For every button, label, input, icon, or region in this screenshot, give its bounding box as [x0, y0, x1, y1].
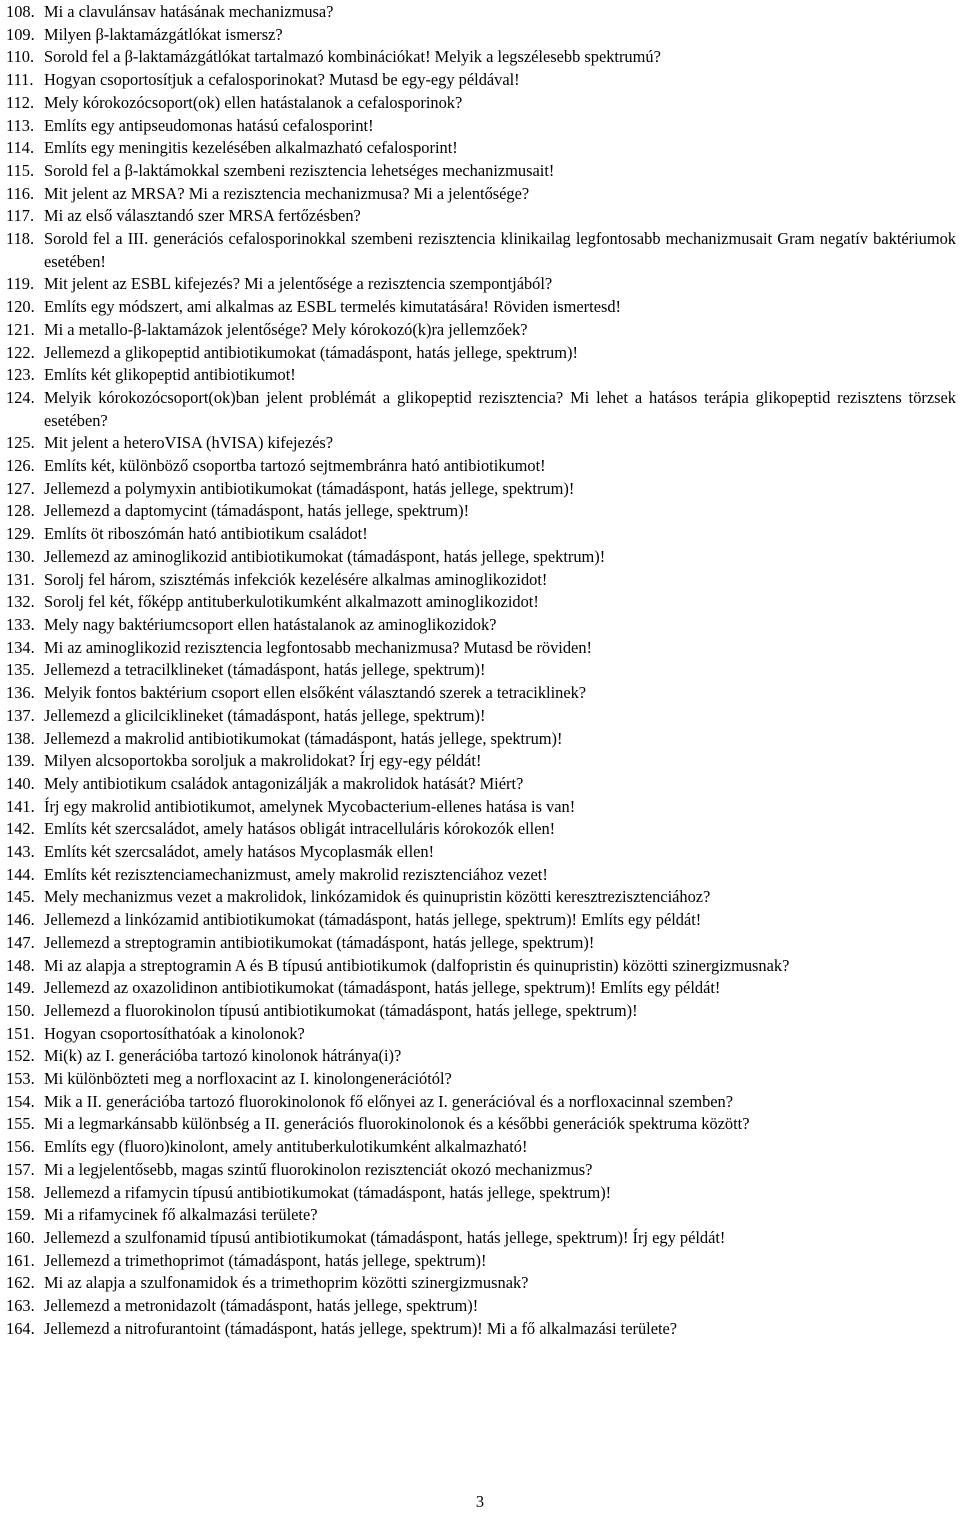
question-text: Mik a II. generációba tartozó fluorokinolonok fő előnyei az I. generációval és a norfloxacinnal szemben? [44, 1091, 734, 1111]
question-number: 163. [6, 1296, 35, 1316]
question-number: 135. [6, 660, 35, 680]
question-text: Mi a legjelentősebb, magas szintű fluorokinolon rezisztenciát okozó mechanizmus? [44, 1159, 593, 1179]
question-item [6, 1, 956, 24]
question-number: 142. [6, 819, 35, 839]
question-number: 108. [6, 2, 35, 21]
question-number: 115. [6, 160, 35, 180]
question-text: Sorold fel a III. generációs cefalosporinokkal szembeni rezisztencia klinikailag legfontosabb mechanizmusait Gram negatív baktériumok esetében! [44, 229, 956, 271]
question-number: 150. [6, 1000, 35, 1020]
question-number: 154. [6, 1091, 35, 1111]
question-text: Mi a metallo-β-laktamázok jelentősége? Mely kórokozó(k)ra jellemzőek? [44, 319, 528, 339]
question-number: 113. [6, 115, 35, 135]
question-number: 152. [6, 1046, 35, 1066]
question-text: Sorold fel a β-laktamázgátlókat tartalmazó kombinációkat! Melyik a legszélesebb spektrumú? [44, 47, 661, 67]
question-item [6, 160, 956, 183]
question-item [6, 1295, 956, 1318]
question-number: 117. [6, 206, 35, 226]
question-number: 145. [6, 887, 35, 907]
question-text: Jellemezd a glicilciklineket (támadáspont, hatás jellege, spektrum)! [44, 705, 486, 725]
question-item [6, 682, 956, 705]
question-item [6, 1318, 956, 1341]
question-item [6, 796, 956, 819]
question-item [6, 773, 956, 796]
question-item [6, 886, 956, 909]
question-item [6, 546, 956, 569]
question-text: Sorolj fel három, szisztémás infekciók kezelésére alkalmas aminoglikozidot! [44, 569, 548, 589]
question-text: Jellemezd a daptomycint (támadáspont, hatás jellege, spektrum)! [44, 501, 470, 521]
question-number: 140. [6, 773, 35, 793]
question-text: Mely nagy baktériumcsoport ellen hatástalanok az aminoglikozidok? [44, 614, 497, 634]
question-number: 161. [6, 1250, 35, 1270]
question-text: Jellemezd a polymyxin antibiotikumokat (támadáspont, hatás jellege, spektrum)! [44, 478, 575, 498]
question-text: Említs két szercsaládot, amely hatásos Mycoplasmák ellen! [44, 842, 435, 862]
question-number: 156. [6, 1137, 35, 1157]
question-text: Említs egy meningitis kezelésében alkalmazható cefalosporint! [44, 138, 458, 158]
question-item [6, 183, 956, 206]
question-item [6, 1023, 956, 1046]
question-text: Mit jelent az ESBL kifejezés? Mi a jelentősége a rezisztencia szempontjából? [44, 274, 553, 294]
question-number: 158. [6, 1182, 35, 1202]
question-number: 131. [6, 569, 35, 589]
question-item [6, 137, 956, 160]
question-item [6, 932, 956, 955]
question-text: Mely antibiotikum családok antagonizálják a makrolidok hatását? Miért? [44, 773, 524, 793]
question-number: 118. [6, 229, 35, 249]
question-number: 134. [6, 637, 35, 657]
question-number: 164. [6, 1318, 35, 1338]
question-text: Sorold fel a β-laktámokkal szembeni rezisztencia lehetséges mechanizmusait! [44, 160, 555, 180]
question-text: Említs öt riboszómán ható antibiotikum családot! [44, 524, 368, 544]
question-item [6, 115, 956, 138]
question-text: Hogyan csoportosíthatóak a kinolonok? [44, 1023, 305, 1043]
question-item [6, 614, 956, 637]
page-number: 3 [475, 1492, 485, 1511]
question-text: Mi az alapja a streptogramin A és B típusú antibiotikumok (dalfopristin és quinupristin) közötti szinergizmusnak? [44, 955, 790, 975]
question-number: 144. [6, 864, 35, 884]
question-number: 143. [6, 842, 35, 862]
question-text: Jellemezd a glikopeptid antibiotikumokat (támadáspont, hatás jellege, spektrum)! [44, 342, 578, 362]
question-text: Mit jelent az MRSA? Mi a rezisztencia mechanizmusa? Mi a jelentősége? [44, 183, 530, 203]
question-text: Mi a legmarkánsabb különbség a II. generációs fluorokinolonok és a későbbi generációk spektruma között? [44, 1114, 750, 1134]
question-number: 136. [6, 683, 35, 703]
question-item [6, 500, 956, 523]
question-list [6, 1, 956, 1340]
question-item [6, 569, 956, 592]
question-number: 151. [6, 1023, 35, 1043]
question-text: Mi a clavulánsav hatásának mechanizmusa? [44, 2, 334, 21]
question-text: Jellemezd a linkózamid antibiotikumokat (támadáspont, hatás jellege, spektrum)! Említs egy példát! [44, 910, 702, 930]
question-text: Sorolj fel két, főképp antituberkulotikumként alkalmazott aminoglikozidot! [44, 592, 539, 612]
question-number: 119. [6, 274, 35, 294]
question-text: Mi az aminoglikozid rezisztencia legfontosabb mechanizmusa? Mutasd be röviden! [44, 637, 592, 657]
question-number: 129. [6, 524, 35, 544]
question-number: 123. [6, 365, 35, 385]
question-item [6, 319, 956, 342]
question-number: 116. [6, 183, 35, 203]
question-text: Mit jelent a heteroVISA (hVISA) kifejezés? [44, 433, 334, 453]
question-number: 139. [6, 751, 35, 771]
question-item [6, 659, 956, 682]
question-text: Mi különbözteti meg a norfloxacint az I. kinolongenerációtól? [44, 1069, 452, 1089]
question-number: 126. [6, 456, 35, 476]
question-number: 149. [6, 978, 35, 998]
question-number: 121. [6, 319, 35, 339]
question-item [6, 92, 956, 115]
question-item [6, 591, 956, 614]
question-number: 157. [6, 1159, 35, 1179]
question-item [6, 273, 956, 296]
question-item [6, 24, 956, 47]
question-text: Jellemezd a metronidazolt (támadáspont, hatás jellege, spektrum)! [44, 1296, 479, 1316]
question-item [6, 1091, 956, 1114]
question-item [6, 387, 956, 432]
question-item [6, 705, 956, 728]
question-number: 133. [6, 614, 35, 634]
question-item [6, 364, 956, 387]
question-text: Jellemezd a nitrofurantoint (támadáspont, hatás jellege, spektrum)! Mi a fő alkalmazási területe? [44, 1318, 678, 1338]
question-text: Jellemezd a fluorokinolon típusú antibiotikumokat (támadáspont, hatás jellege, spektrum)! [44, 1000, 638, 1020]
question-item [6, 1045, 956, 1068]
question-text: Említs egy módszert, ami alkalmas az ESBL termelés kimutatására! Röviden ismertesd! [44, 297, 622, 317]
question-number: 125. [6, 433, 35, 453]
question-item [6, 750, 956, 773]
question-text: Mi a rifamycinek fő alkalmazási területe? [44, 1205, 318, 1225]
question-text: Mi az alapja a szulfonamidok és a trimethoprim közötti szinergizmusnak? [44, 1273, 529, 1293]
question-text: Jellemezd a tetracilklineket (támadáspont, hatás jellege, spektrum)! [44, 660, 486, 680]
question-number: 162. [6, 1273, 35, 1293]
question-item [6, 296, 956, 319]
question-text: Mely mechanizmus vezet a makrolidok, linkózamidok és quinupristin közötti keresztrezisztenciához? [44, 887, 711, 907]
question-item [6, 342, 956, 365]
question-item [6, 1113, 956, 1136]
question-item [6, 977, 956, 1000]
question-number: 160. [6, 1227, 35, 1247]
question-text: Mi az első választandó szer MRSA fertőzésben? [44, 206, 361, 226]
question-item [6, 818, 956, 841]
question-item [6, 637, 956, 660]
question-item [6, 1227, 956, 1250]
question-item [6, 69, 956, 92]
question-text: Jellemezd a szulfonamid típusú antibiotikumokat (támadáspont, hatás jellege, spektrum)! Írj egy példát! [44, 1227, 726, 1247]
question-item [6, 1068, 956, 1091]
question-text: Említs két glikopeptid antibiotikumot! [44, 365, 296, 385]
question-number: 138. [6, 728, 35, 748]
question-number: 109. [6, 24, 35, 44]
question-item [6, 455, 956, 478]
question-number: 141. [6, 796, 35, 816]
question-text: Említs két, különböző csoportba tartozó sejtmembránra ható antibiotikumot! [44, 456, 546, 476]
question-item [6, 1250, 956, 1273]
question-item [6, 1182, 956, 1205]
question-text: Említs egy antipseudomonas hatású cefalosporint! [44, 115, 374, 135]
question-text: Említs két rezisztenciamechanizmust, amely makrolid rezisztenciához vezet! [44, 864, 548, 884]
question-item [6, 728, 956, 751]
question-text: Említs egy (fluoro)kinolont, amely antituberkulotikumként alkalmazható! [44, 1137, 528, 1157]
question-item [6, 205, 956, 228]
question-number: 127. [6, 478, 35, 498]
question-number: 147. [6, 932, 35, 952]
question-text: Jellemezd a trimethoprimot (támadáspont, hatás jellege, spektrum)! [44, 1250, 487, 1270]
question-item [6, 523, 956, 546]
question-item [6, 955, 956, 978]
question-text: Milyen alcsoportokba soroljuk a makrolidokat? Írj egy-egy példát! [44, 751, 482, 771]
question-number: 120. [6, 297, 35, 317]
question-number: 148. [6, 955, 35, 975]
question-number: 132. [6, 592, 35, 612]
question-text: Hogyan csoportosítjuk a cefalosporinokat? Mutasd be egy-egy példával! [44, 70, 520, 90]
question-number: 112. [6, 92, 35, 112]
question-item [6, 1000, 956, 1023]
question-number: 111. [6, 70, 34, 90]
question-text: Mi(k) az I. generációba tartozó kinolonok hátránya(i)? [44, 1046, 402, 1066]
question-text: Milyen β-laktamázgátlókat ismersz? [44, 24, 283, 44]
question-item [6, 478, 956, 501]
question-text: Írj egy makrolid antibiotikumot, amelynek Mycobacterium-ellenes hatása is van! [44, 796, 576, 816]
question-item [6, 432, 956, 455]
question-number: 110. [6, 47, 35, 67]
question-item [6, 1272, 956, 1295]
question-item [6, 228, 956, 273]
question-text: Jellemezd az oxazolidinon antibiotikumokat (támadáspont, hatás jellege, spektrum)! Említs egy példát! [44, 978, 721, 998]
question-item [6, 909, 956, 932]
question-text: Melyik fontos baktérium csoport ellen elsőként választandó szerek a tetraciklinek? [44, 683, 587, 703]
question-text: Jellemezd az aminoglikozid antibiotikumokat (támadáspont, hatás jellege, spektrum)! [44, 546, 606, 566]
question-item [6, 46, 956, 69]
question-number: 128. [6, 501, 35, 521]
question-number: 124. [6, 387, 35, 407]
question-item [6, 1204, 956, 1227]
question-number: 155. [6, 1114, 35, 1134]
question-item [6, 1136, 956, 1159]
question-item [6, 841, 956, 864]
question-number: 122. [6, 342, 35, 362]
question-number: 130. [6, 546, 35, 566]
question-text: Mely kórokozócsoport(ok) ellen hatástalanok a cefalosporinok? [44, 92, 463, 112]
question-text: Említs két szercsaládot, amely hatásos obligát intracelluláris kórokozók ellen! [44, 819, 556, 839]
question-text: Jellemezd a rifamycin típusú antibiotikumokat (támadáspont, hatás jellege, spektrum)! [44, 1182, 612, 1202]
question-number: 137. [6, 705, 35, 725]
question-text: Jellemezd a streptogramin antibiotikumokat (támadáspont, hatás jellege, spektrum)! [44, 932, 595, 952]
question-text: Jellemezd a makrolid antibiotikumokat (támadáspont, hatás jellege, spektrum)! [44, 728, 563, 748]
question-item [6, 864, 956, 887]
question-number: 153. [6, 1069, 35, 1089]
question-number: 146. [6, 910, 35, 930]
question-item [6, 1159, 956, 1182]
question-text: Melyik kórokozócsoport(ok)ban jelent problémát a glikopeptid rezisztencia? Mi lehet a hatásos terápia glikopeptid rezisztens törzsek esetében? [44, 387, 956, 430]
question-number: 159. [6, 1205, 35, 1225]
question-number: 114. [6, 138, 35, 158]
